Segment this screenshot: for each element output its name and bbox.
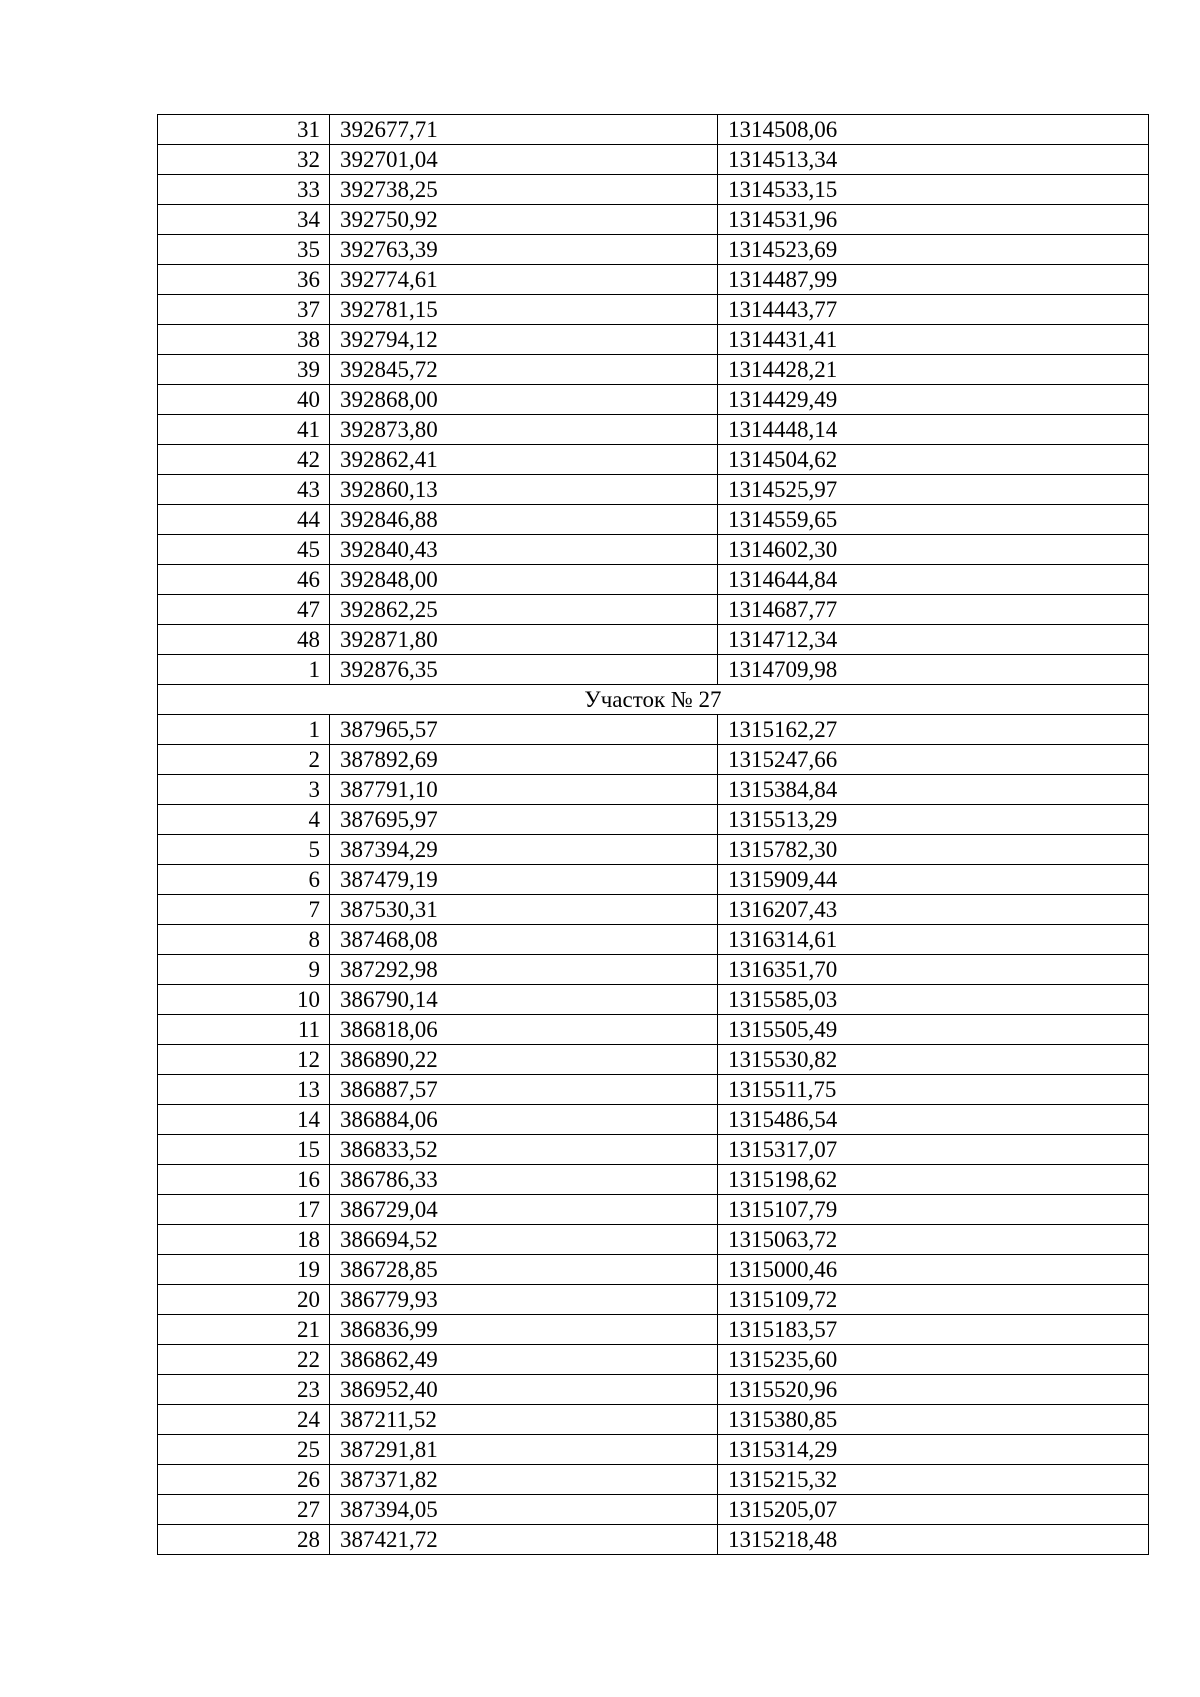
x-coordinate-cell: 387791,10 [330,775,718,805]
x-coordinate-cell: 387291,81 [330,1435,718,1465]
point-number-cell: 38 [158,325,330,355]
y-coordinate-cell: 1316314,61 [718,925,1149,955]
x-coordinate-cell: 392868,00 [330,385,718,415]
point-number-cell: 23 [158,1375,330,1405]
point-number-cell: 24 [158,1405,330,1435]
y-coordinate-cell: 1314431,41 [718,325,1149,355]
x-coordinate-cell: 386890,22 [330,1045,718,1075]
table-row [158,1315,1149,1345]
x-coordinate-cell: 387394,05 [330,1495,718,1525]
x-coordinate-cell: 392677,71 [330,115,718,145]
x-coordinate-cell: 386884,06 [330,1105,718,1135]
table-row [158,715,1149,745]
point-number-cell: 11 [158,1015,330,1045]
point-number-cell: 18 [158,1225,330,1255]
y-coordinate-cell: 1315218,48 [718,1525,1149,1555]
table-row [158,1195,1149,1225]
point-number-cell: 20 [158,1285,330,1315]
point-number-cell: 15 [158,1135,330,1165]
table-row [158,175,1149,205]
x-coordinate-cell: 392845,72 [330,355,718,385]
y-coordinate-cell: 1315380,85 [718,1405,1149,1435]
table-row [158,115,1149,145]
table-row [158,985,1149,1015]
y-coordinate-cell: 1314559,65 [718,505,1149,535]
point-number-cell: 6 [158,865,330,895]
x-coordinate-cell: 386729,04 [330,1195,718,1225]
point-number-cell: 14 [158,1105,330,1135]
y-coordinate-cell: 1315530,82 [718,1045,1149,1075]
table-row [158,1015,1149,1045]
x-coordinate-cell: 392846,88 [330,505,718,535]
table-row [158,1225,1149,1255]
point-number-cell: 26 [158,1465,330,1495]
y-coordinate-cell: 1315511,75 [718,1075,1149,1105]
point-number-cell: 25 [158,1435,330,1465]
point-number-cell: 32 [158,145,330,175]
table-row [158,1165,1149,1195]
point-number-cell: 44 [158,505,330,535]
section-header-row [158,685,1149,715]
x-coordinate-cell: 387468,08 [330,925,718,955]
x-coordinate-cell: 392763,39 [330,235,718,265]
y-coordinate-cell: 1314508,06 [718,115,1149,145]
table-row [158,1135,1149,1165]
x-coordinate-cell: 387211,52 [330,1405,718,1435]
x-coordinate-cell: 392860,13 [330,475,718,505]
y-coordinate-cell: 1315317,07 [718,1135,1149,1165]
point-number-cell: 16 [158,1165,330,1195]
y-coordinate-cell: 1315107,79 [718,1195,1149,1225]
y-coordinate-cell: 1314644,84 [718,565,1149,595]
y-coordinate-cell: 1314687,77 [718,595,1149,625]
x-coordinate-cell: 387371,82 [330,1465,718,1495]
y-coordinate-cell: 1315585,03 [718,985,1149,1015]
y-coordinate-cell: 1314487,99 [718,265,1149,295]
table-row [158,1255,1149,1285]
x-coordinate-cell: 386887,57 [330,1075,718,1105]
x-coordinate-cell: 392871,80 [330,625,718,655]
y-coordinate-cell: 1315183,57 [718,1315,1149,1345]
table-row [158,865,1149,895]
y-coordinate-cell: 1314513,34 [718,145,1149,175]
point-number-cell: 34 [158,205,330,235]
point-number-cell: 47 [158,595,330,625]
table-row [158,145,1149,175]
table-row [158,1435,1149,1465]
y-coordinate-cell: 1315384,84 [718,775,1149,805]
point-number-cell: 1 [158,655,330,685]
x-coordinate-cell: 392876,35 [330,655,718,685]
y-coordinate-cell: 1315109,72 [718,1285,1149,1315]
x-coordinate-cell: 392750,92 [330,205,718,235]
y-coordinate-cell: 1315162,27 [718,715,1149,745]
x-coordinate-cell: 392862,41 [330,445,718,475]
y-coordinate-cell: 1314429,49 [718,385,1149,415]
y-coordinate-cell: 1315486,54 [718,1105,1149,1135]
point-number-cell: 10 [158,985,330,1015]
point-number-cell: 43 [158,475,330,505]
x-coordinate-cell: 386790,14 [330,985,718,1015]
y-coordinate-cell: 1314443,77 [718,295,1149,325]
point-number-cell: 1 [158,715,330,745]
x-coordinate-cell: 392774,61 [330,265,718,295]
x-coordinate-cell: 387394,29 [330,835,718,865]
x-coordinate-cell: 392848,00 [330,565,718,595]
x-coordinate-cell: 386786,33 [330,1165,718,1195]
x-coordinate-cell: 392840,43 [330,535,718,565]
x-coordinate-cell: 387421,72 [330,1525,718,1555]
table-row [158,325,1149,355]
y-coordinate-cell: 1315063,72 [718,1225,1149,1255]
point-number-cell: 41 [158,415,330,445]
x-coordinate-cell: 386728,85 [330,1255,718,1285]
point-number-cell: 27 [158,1495,330,1525]
table-row [158,295,1149,325]
x-coordinate-cell: 386818,06 [330,1015,718,1045]
table-row [158,895,1149,925]
x-coordinate-cell: 386833,52 [330,1135,718,1165]
y-coordinate-cell: 1314525,97 [718,475,1149,505]
table-row [158,1045,1149,1075]
x-coordinate-cell: 392701,04 [330,145,718,175]
point-number-cell: 12 [158,1045,330,1075]
point-number-cell: 2 [158,745,330,775]
point-number-cell: 46 [158,565,330,595]
y-coordinate-cell: 1315198,62 [718,1165,1149,1195]
coordinates-table-body [158,115,1149,1555]
y-coordinate-cell: 1315505,49 [718,1015,1149,1045]
table-row [158,385,1149,415]
table-row [158,205,1149,235]
point-number-cell: 22 [158,1345,330,1375]
table-row [158,1495,1149,1525]
table-row [158,955,1149,985]
x-coordinate-cell: 392862,25 [330,595,718,625]
y-coordinate-cell: 1314602,30 [718,535,1149,565]
table-row [158,835,1149,865]
point-number-cell: 21 [158,1315,330,1345]
x-coordinate-cell: 386779,93 [330,1285,718,1315]
x-coordinate-cell: 386694,52 [330,1225,718,1255]
x-coordinate-cell: 387292,98 [330,955,718,985]
table-row [158,235,1149,265]
point-number-cell: 13 [158,1075,330,1105]
y-coordinate-cell: 1314448,14 [718,415,1149,445]
table-row [158,595,1149,625]
x-coordinate-cell: 387530,31 [330,895,718,925]
point-number-cell: 40 [158,385,330,415]
y-coordinate-cell: 1314712,34 [718,625,1149,655]
y-coordinate-cell: 1316207,43 [718,895,1149,925]
point-number-cell: 9 [158,955,330,985]
y-coordinate-cell: 1315520,96 [718,1375,1149,1405]
y-coordinate-cell: 1315000,46 [718,1255,1149,1285]
point-number-cell: 36 [158,265,330,295]
table-row [158,655,1149,685]
point-number-cell: 39 [158,355,330,385]
x-coordinate-cell: 387965,57 [330,715,718,745]
table-row [158,1465,1149,1495]
table-row [158,1105,1149,1135]
point-number-cell: 28 [158,1525,330,1555]
x-coordinate-cell: 392738,25 [330,175,718,205]
x-coordinate-cell: 386862,49 [330,1345,718,1375]
point-number-cell: 35 [158,235,330,265]
y-coordinate-cell: 1314504,62 [718,445,1149,475]
point-number-cell: 33 [158,175,330,205]
point-number-cell: 37 [158,295,330,325]
point-number-cell: 17 [158,1195,330,1225]
point-number-cell: 19 [158,1255,330,1285]
table-row [158,775,1149,805]
x-coordinate-cell: 387695,97 [330,805,718,835]
table-row [158,565,1149,595]
point-number-cell: 8 [158,925,330,955]
table-row [158,475,1149,505]
x-coordinate-cell: 387479,19 [330,865,718,895]
x-coordinate-cell: 387892,69 [330,745,718,775]
y-coordinate-cell: 1314533,15 [718,175,1149,205]
section-title: Участок № 27 [158,685,1149,715]
point-number-cell: 4 [158,805,330,835]
table-row [158,445,1149,475]
point-number-cell: 7 [158,895,330,925]
point-number-cell: 48 [158,625,330,655]
y-coordinate-cell: 1314709,98 [718,655,1149,685]
y-coordinate-cell: 1315782,30 [718,835,1149,865]
table-row [158,265,1149,295]
table-row [158,1075,1149,1105]
table-row [158,1405,1149,1435]
point-number-cell: 42 [158,445,330,475]
table-row [158,1345,1149,1375]
table-row [158,625,1149,655]
point-number-cell: 5 [158,835,330,865]
x-coordinate-cell: 392781,15 [330,295,718,325]
x-coordinate-cell: 392794,12 [330,325,718,355]
table-row [158,925,1149,955]
y-coordinate-cell: 1315247,66 [718,745,1149,775]
y-coordinate-cell: 1314531,96 [718,205,1149,235]
y-coordinate-cell: 1315235,60 [718,1345,1149,1375]
x-coordinate-cell: 386952,40 [330,1375,718,1405]
table-row [158,1375,1149,1405]
table-row [158,535,1149,565]
y-coordinate-cell: 1315215,32 [718,1465,1149,1495]
table-row [158,1285,1149,1315]
y-coordinate-cell: 1314523,69 [718,235,1149,265]
y-coordinate-cell: 1315909,44 [718,865,1149,895]
table-row [158,1525,1149,1555]
table-row [158,805,1149,835]
y-coordinate-cell: 1314428,21 [718,355,1149,385]
table-row [158,355,1149,385]
y-coordinate-cell: 1316351,70 [718,955,1149,985]
point-number-cell: 31 [158,115,330,145]
point-number-cell: 3 [158,775,330,805]
y-coordinate-cell: 1315513,29 [718,805,1149,835]
x-coordinate-cell: 386836,99 [330,1315,718,1345]
x-coordinate-cell: 392873,80 [330,415,718,445]
coordinates-table [157,114,1149,1555]
table-row [158,505,1149,535]
table-row [158,415,1149,445]
y-coordinate-cell: 1315205,07 [718,1495,1149,1525]
table-row [158,745,1149,775]
point-number-cell: 45 [158,535,330,565]
y-coordinate-cell: 1315314,29 [718,1435,1149,1465]
